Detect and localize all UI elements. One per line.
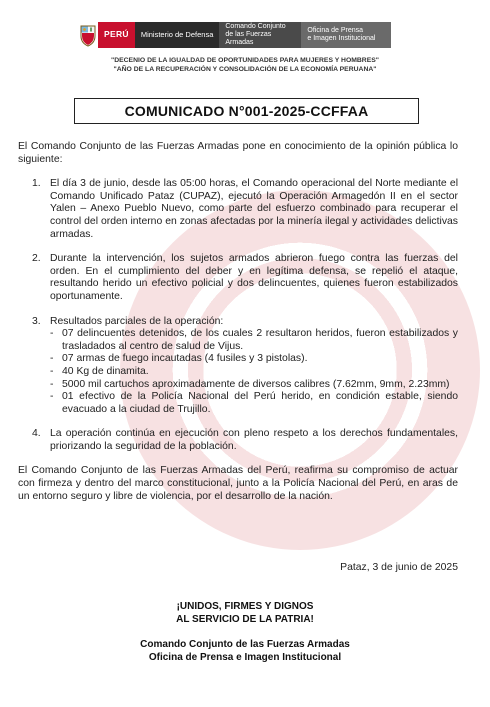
motto bbox=[0, 600, 490, 626]
item-text: La operación continúa en ejecución con pleno respeto a los derechos fundamentales, priorizando la seguridad de la población. bbox=[50, 428, 458, 452]
command-label bbox=[219, 22, 301, 48]
sub-list-item: - 07 delincuentes detenidos, de los cuales 2 resultaron heridos, fueron estabilizados y trasladados al centro de salud de Vijus. bbox=[50, 328, 458, 352]
closing-paragraph: El Comando Conjunto de las Fuerzas Armadas del Perú, reafirma su compromiso de actuar con firmeza y dentro del marco constitucional, junto a la Policía Nacional del Perú, en aras de un entorno seguro y libre de violencia, por el desarrollo de la nación. bbox=[18, 465, 458, 502]
decenio-line-1: "DECENIO DE LA IGUALDAD DE OPORTUNIDADES PARA MUJERES Y HOMBRES" bbox=[110, 57, 380, 64]
sub-item-text: 5000 mil cartuchos aproximadamente de diversos calibres (7.62mm, 9mm, 2.23mm) bbox=[62, 378, 450, 390]
motto-line-1: ¡UNIDOS, FIRMES Y DIGNOS bbox=[176, 601, 314, 612]
item-number: 4. bbox=[32, 428, 41, 440]
signature-line-2: Oficina de Prensa e Imagen Institucional bbox=[148, 652, 342, 663]
communique-title: COMUNICADO N°001-2025-CCFFAA bbox=[74, 98, 419, 124]
item-number: 2. bbox=[32, 253, 41, 265]
command-label-line1: Comando Conjunto bbox=[225, 22, 286, 30]
press-office-label bbox=[301, 22, 391, 48]
signature-block bbox=[0, 638, 490, 664]
signature-line-1: Comando Conjunto de las Fuerzas Armadas bbox=[140, 639, 350, 650]
list-item bbox=[32, 178, 458, 241]
sub-list-item: - 40 Kg de dinamita. bbox=[50, 365, 149, 377]
numbered-list bbox=[18, 178, 458, 453]
sub-list-item: - 07 armas de fuego incautadas (4 fusiles y 3 pistolas). bbox=[50, 353, 308, 365]
item-text: Durante la intervención, los sujetos armados abrieron fuego contra las fuerzas del orden. En el cumplimiento del deber y en legítima defensa, se repelió el ataque, resultando herido un efectivo policial y dos delincuentes, quienes fueron estabilizados oportunamente. bbox=[50, 253, 458, 302]
sub-item-text: 40 Kg de dinamita. bbox=[62, 365, 149, 377]
decenio-header bbox=[0, 56, 490, 74]
sub-item-text: 07 armas de fuego incautadas (4 fusiles y 3 pistolas). bbox=[62, 353, 308, 365]
sub-item-text: 01 efectivo de la Policía Nacional del Perú herido, en condición estable, siendo evacuado a la ciudad de Trujillo. bbox=[62, 391, 458, 415]
list-item bbox=[32, 316, 458, 417]
command-label-line2: de las Fuerzas Armadas bbox=[225, 30, 272, 47]
peru-brand-label: PERÚ bbox=[98, 22, 135, 48]
ministry-label: Ministerio de Defensa bbox=[135, 22, 220, 48]
list-item bbox=[32, 428, 458, 453]
item-number: 3. bbox=[32, 315, 41, 327]
coat-of-arms-icon bbox=[78, 22, 98, 48]
sub-item-text: 07 delincuentes detenidos, de los cuales 2 resultaron heridos, fueron estabilizados y trasladados al centro de salud de Vijus. bbox=[62, 328, 458, 352]
sub-list-item: - 01 efectivo de la Policía Nacional del Perú herido, en condición estable, siendo evacuado a la ciudad de Trujillo. bbox=[50, 391, 458, 415]
date-line: Pataz, 3 de junio de 2025 bbox=[340, 562, 458, 573]
sub-list-item: - 5000 mil cartuchos aproximadamente de diversos calibres (7.62mm, 9mm, 2.23mm) bbox=[50, 378, 450, 390]
list-item bbox=[32, 253, 458, 303]
decenio-line-2: "AÑO DE LA RECUPERACIÓN Y CONSOLIDACIÓN DE LA ECONOMÍA PERUANA" bbox=[113, 66, 377, 73]
press-office-line1: Oficina de Prensa bbox=[307, 26, 364, 34]
motto-line-2: AL SERVICIO DE LA PATRIA! bbox=[176, 614, 314, 625]
item-text: Resultados parciales de la operación: bbox=[50, 315, 224, 327]
government-header bbox=[78, 22, 391, 48]
press-office-line2: e Imagen Institucional bbox=[307, 35, 376, 42]
item-number: 1. bbox=[32, 178, 41, 190]
item-text: El día 3 de junio, desde las 05:00 horas, el Comando operacional del Norte mediante el Comando Unificado Pataz (CUPAZ), ejecutó la Operación Armagedón II en el sector Yalen – Anexo Pueblo Nuevo, como parte del esfuerzo combinado para recuperar el control del orden interno en zonas afectadas por la minería ilegal y actividades delictivas armadas. bbox=[50, 178, 458, 240]
communique-body bbox=[18, 141, 458, 515]
intro-paragraph: El Comando Conjunto de las Fuerzas Armadas pone en conocimiento de la opinión pública lo siguiente: bbox=[18, 141, 458, 165]
